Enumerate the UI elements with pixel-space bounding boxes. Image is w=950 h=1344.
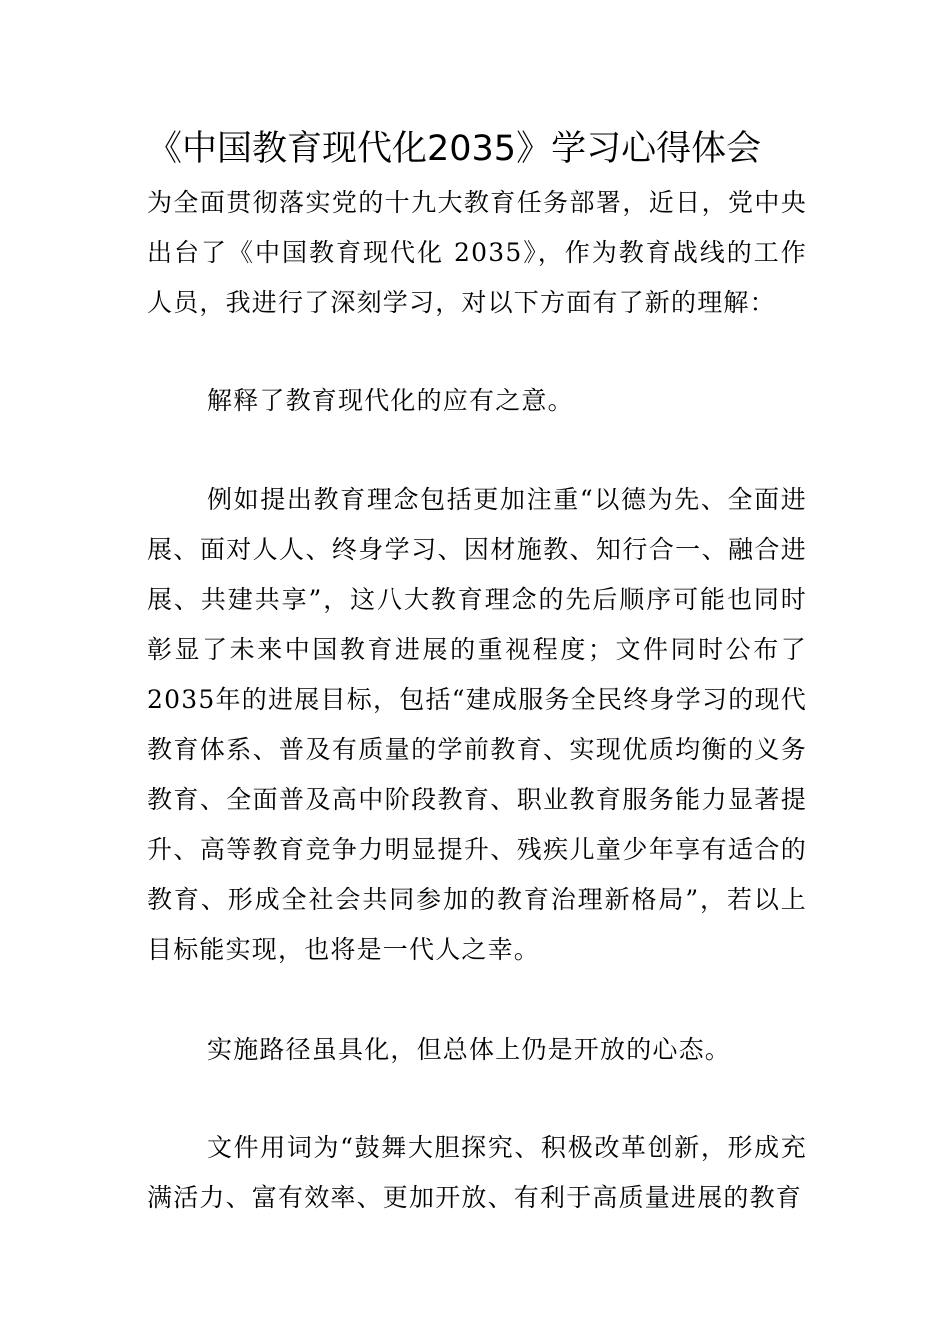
section-heading-2: 实施路径虽具化，但总体上仍是开放的心态。: [207, 1035, 732, 1064]
body-paragraph-1: 例如提出教育理念包括更加注重“以德为先、全面进展、面对人人、终身学习、因材施教、知行合一、融合进展、共建共享”，这八大教育理念的先后顺序可能也同时彰显了未来中国教育进展的重视程度；文件同时公布了2035年的进展目标，包括“建成服务全民终身学习的现代教育体系、普及有质量的学前教育、实现优质均衡的义务教育、全面普及高中阶段教育、职业教育服务能力显著提升、高等教育竞争力明显提升、残疾儿童少年享有适合的教育、形成全社会共同参加的教育治理新格局”，若以上目标能实现，也将是一代人之幸。: [147, 485, 807, 964]
document-title: 《中国教育现代化2035》学习心得体会: [147, 129, 762, 169]
section-heading-1: 解释了教育现代化的应有之意。: [207, 386, 574, 415]
intro-paragraph: 为全面贯彻落实党的十九大教育任务部署，近日，党中央出台了《中国教育现代化 2035》，作为教育战线的工作人员，我进行了深刻学习，对以下方面有了新的理解：: [147, 188, 807, 317]
body-paragraph-2: 文件用词为“鼓舞大胆探究、积极改革创新，形成充满活力、富有效率、更加开放、有利于高质量进展的教育: [147, 1133, 807, 1212]
